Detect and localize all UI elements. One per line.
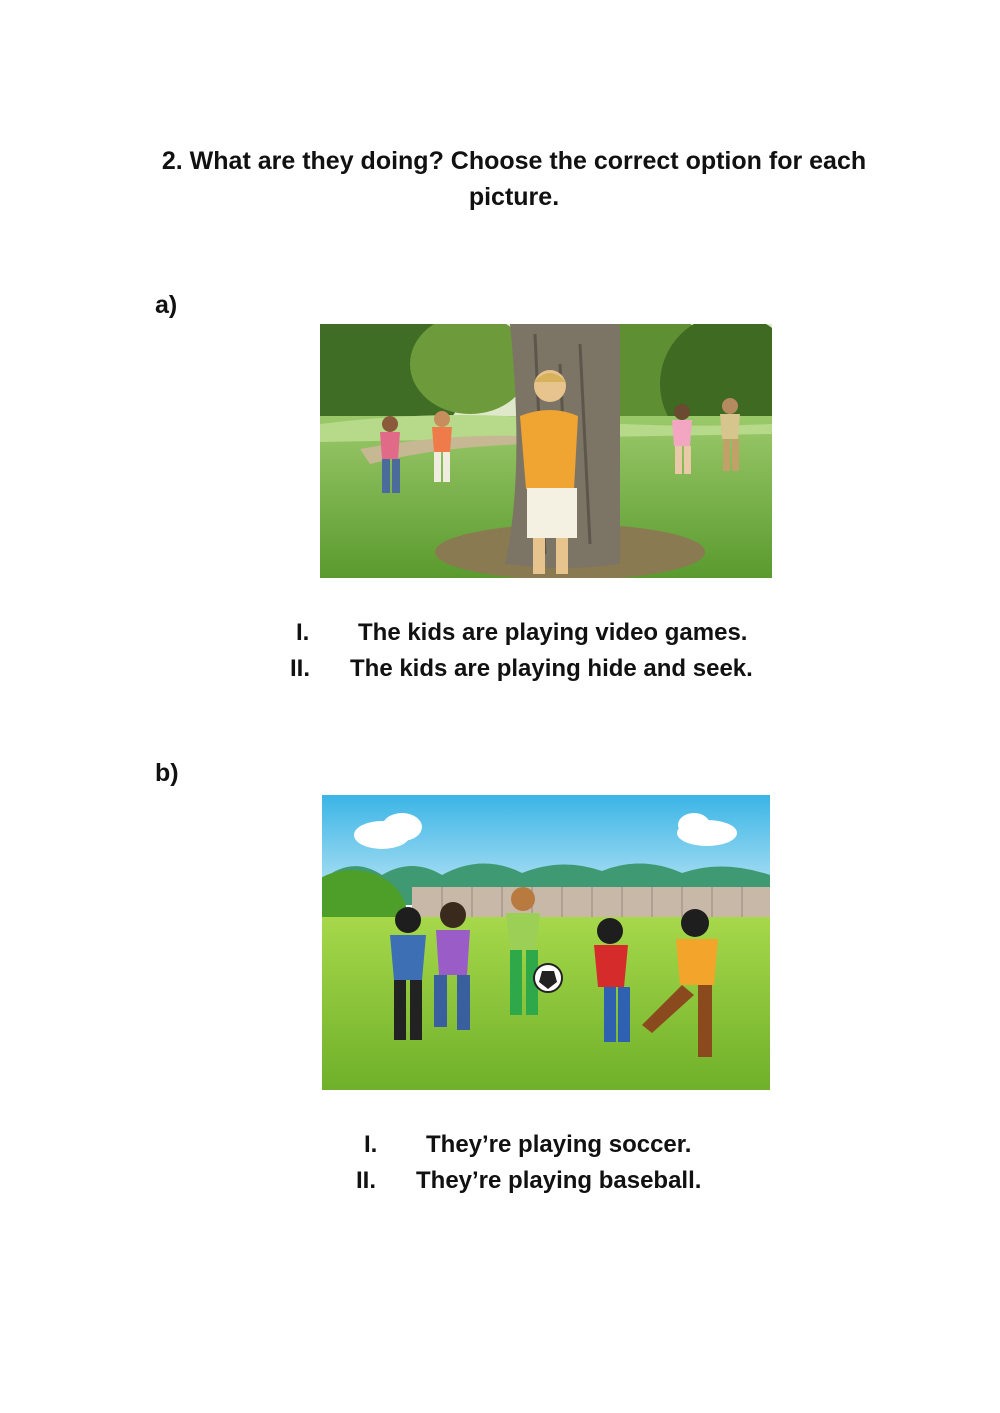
question-title: 2. What are they doing? Choose the correct option for each picture. (161, 147, 867, 211)
option-text: They’re playing baseball. (416, 1167, 702, 1194)
option-a-1[interactable] (296, 615, 747, 651)
option-numeral: II. (356, 1167, 377, 1194)
item-b-label: b) (155, 759, 179, 787)
hide-and-seek-picture (320, 324, 772, 578)
option-text: They’re playing soccer. (426, 1131, 692, 1158)
option-text: The kids are playing video games. (358, 619, 748, 646)
option-numeral: I. (364, 1131, 378, 1158)
option-a-2[interactable] (290, 651, 753, 687)
soccer-picture (322, 795, 770, 1090)
item-a-label: a) (155, 291, 178, 319)
option-text: The kids are playing hide and seek. (350, 655, 753, 682)
option-numeral: I. (296, 619, 310, 646)
option-b-2[interactable] (356, 1163, 701, 1199)
option-numeral: II. (290, 655, 311, 682)
option-b-1[interactable] (364, 1127, 691, 1163)
